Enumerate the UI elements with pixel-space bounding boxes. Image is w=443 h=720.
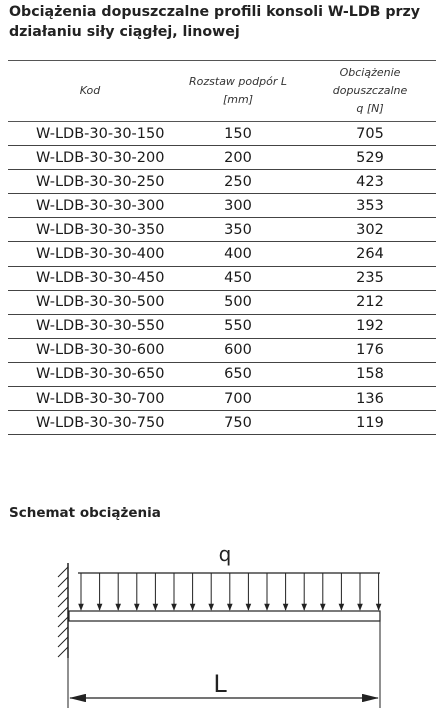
cell-obciazenie: 136 (304, 387, 436, 411)
cell-rozstaw: 400 (172, 242, 304, 266)
table-header (8, 61, 436, 122)
cell-kod: W-LDB-30-30-450 (8, 266, 172, 290)
table-body (8, 122, 436, 435)
table-row (8, 146, 436, 170)
load-label: q (218, 542, 232, 566)
table-row (8, 218, 436, 242)
table-row (8, 242, 436, 266)
cell-kod: W-LDB-30-30-750 (8, 411, 172, 435)
distributed-load (78, 573, 380, 610)
cell-obciazenie: 158 (304, 362, 436, 386)
table-row (8, 194, 436, 218)
cell-rozstaw: 450 (172, 266, 304, 290)
cell-kod: W-LDB-30-30-350 (8, 218, 172, 242)
cell-obciazenie: 705 (304, 122, 436, 146)
header-rozstaw (172, 61, 304, 122)
load-arrows (81, 573, 379, 610)
header-rozstaw-line2: [mm] (222, 93, 253, 106)
beam (69, 611, 380, 621)
header-kod: Kod (8, 61, 172, 122)
cell-obciazenie: 119 (304, 411, 436, 435)
cell-obciazenie: 212 (304, 290, 436, 314)
table-row (8, 338, 436, 362)
table-row (8, 122, 436, 146)
cell-kod: W-LDB-30-30-400 (8, 242, 172, 266)
cell-rozstaw: 200 (172, 146, 304, 170)
cell-rozstaw: 250 (172, 170, 304, 194)
cell-rozstaw: 600 (172, 338, 304, 362)
cell-kod: W-LDB-30-30-250 (8, 170, 172, 194)
cell-obciazenie: 264 (304, 242, 436, 266)
table-row (8, 362, 436, 386)
cell-obciazenie: 423 (304, 170, 436, 194)
load-table (8, 60, 436, 435)
cell-kod: W-LDB-30-30-300 (8, 194, 172, 218)
header-obciazenie-line2: dopuszczalne (332, 84, 408, 97)
cell-kod: W-LDB-30-30-600 (8, 338, 172, 362)
cell-rozstaw: 150 (172, 122, 304, 146)
cell-obciazenie: 176 (304, 338, 436, 362)
cell-rozstaw: 350 (172, 218, 304, 242)
header-rozstaw-line1: Rozstaw podpór L (189, 75, 287, 88)
header-obciazenie-line3: q [N] (356, 102, 384, 115)
cell-rozstaw: 500 (172, 290, 304, 314)
cell-rozstaw: 750 (172, 411, 304, 435)
cell-kod: W-LDB-30-30-550 (8, 314, 172, 338)
cell-kod: W-LDB-30-30-500 (8, 290, 172, 314)
cell-obciazenie: 192 (304, 314, 436, 338)
cell-kod: W-LDB-30-30-150 (8, 122, 172, 146)
document-title (9, 2, 437, 42)
cell-kod: W-LDB-30-30-650 (8, 362, 172, 386)
title-line-1: Obciążenia dopuszczalne profili konsoli W-LDB przy (9, 4, 421, 20)
header-obciazenie (304, 61, 436, 122)
support-hatching (58, 567, 68, 657)
cell-kod: W-LDB-30-30-700 (8, 387, 172, 411)
table-row (8, 387, 436, 411)
title-line-2: działaniu siły ciągłej, linowej (9, 24, 240, 40)
fixed-support (58, 563, 68, 658)
header-obciazenie-line1: Obciążenie (339, 66, 401, 79)
cell-obciazenie: 529 (304, 146, 436, 170)
cell-rozstaw: 300 (172, 194, 304, 218)
cell-kod: W-LDB-30-30-200 (8, 146, 172, 170)
table-row (8, 170, 436, 194)
cell-rozstaw: 550 (172, 314, 304, 338)
table-row (8, 314, 436, 338)
table-row (8, 411, 436, 435)
schema-title: Schemat obciążenia (9, 505, 161, 521)
cell-rozstaw: 700 (172, 387, 304, 411)
span-label: L (213, 670, 227, 698)
cell-obciazenie: 353 (304, 194, 436, 218)
table-row (8, 290, 436, 314)
table-row (8, 266, 436, 290)
cell-obciazenie: 235 (304, 266, 436, 290)
load-diagram (0, 530, 443, 720)
cell-rozstaw: 650 (172, 362, 304, 386)
cell-obciazenie: 302 (304, 218, 436, 242)
